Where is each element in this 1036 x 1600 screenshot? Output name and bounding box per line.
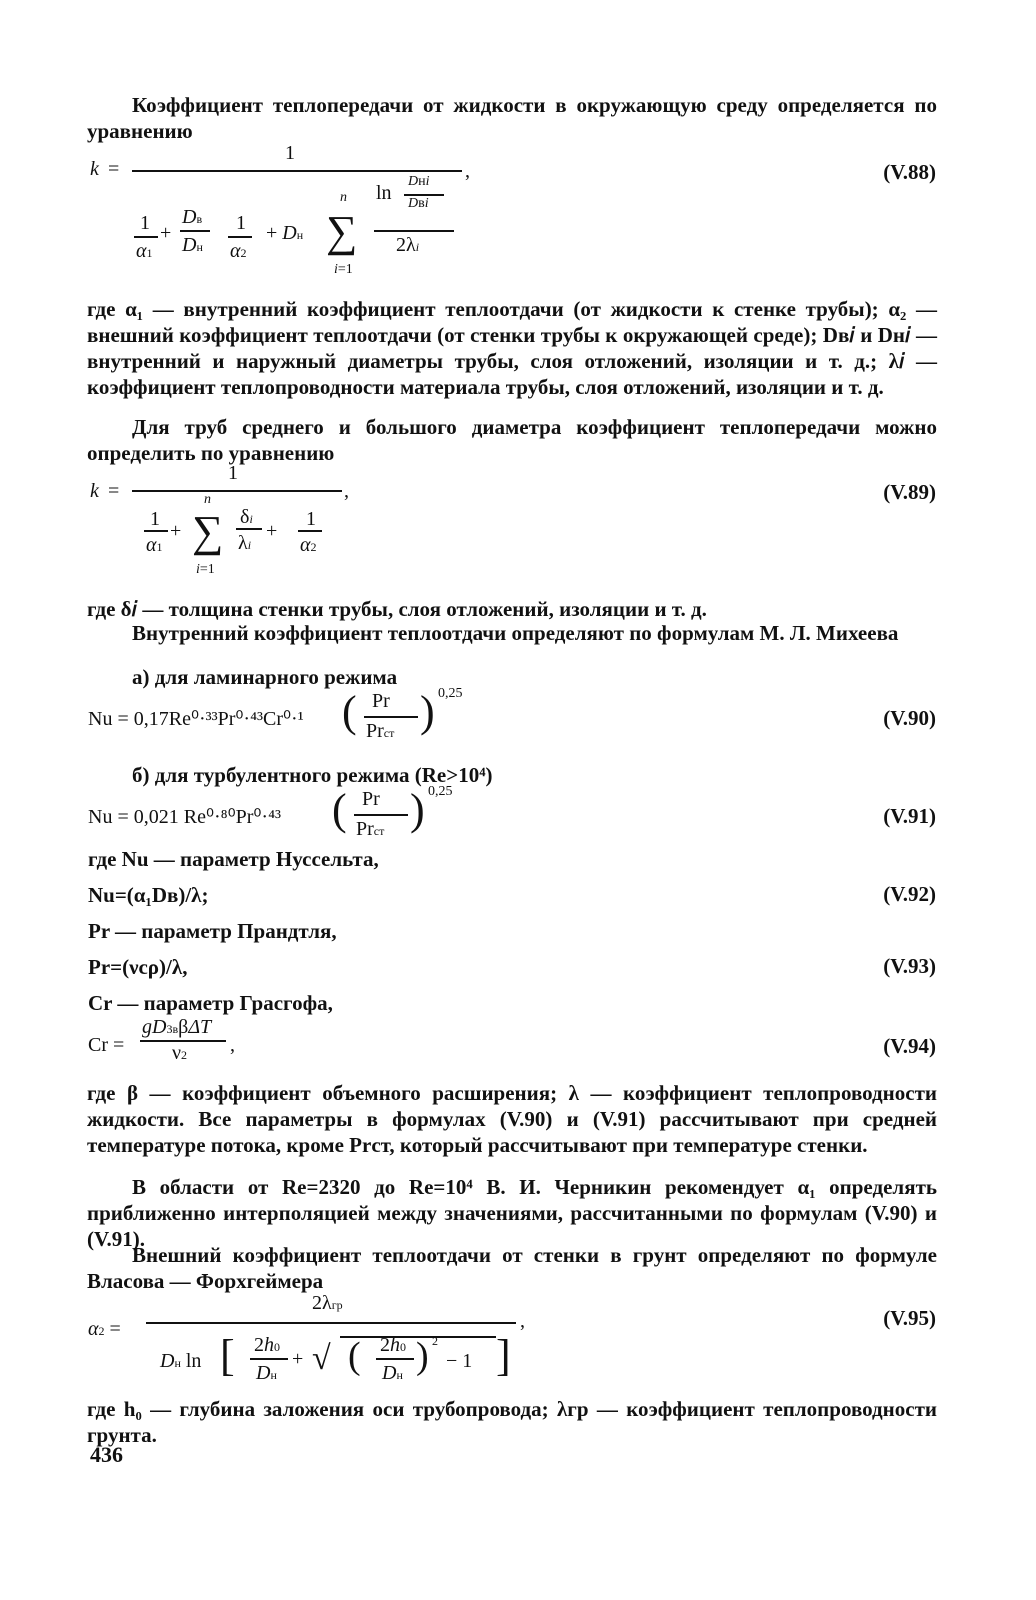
cr-label: Cr — параметр Грасгофа,	[88, 991, 333, 1015]
paragraph-h0-definition: где h₀ — глубина заложения оси трубопровода; λгр — коэффициент теплопроводности грунта.	[87, 1397, 937, 1447]
pr-definition: Pr=(νcρ)/λ,	[88, 955, 188, 979]
paragraph-alpha-definitions: где α₁ — внутренний коэффициент теплоотдачи (от жидкости к стенке трубы); α₂ — внешний коэффициент теплоотдачи (от стенки трубы к окружающей среде); Dв𝑖 и Dн𝑖 — внутренний и наружный диаметры трубы, слоя отложений, изоляции и т. д.; λ𝑖 — коэффициент теплопроводности материала трубы, слоя отложений, изоляции и т. д.	[87, 297, 937, 399]
exponent-v90: 0,25	[438, 686, 463, 701]
nu-laminar-formula: Nu = 0,17Re⁰·³³Pr⁰·⁴³Cr⁰·¹	[88, 708, 304, 730]
page-number: 436	[90, 1442, 123, 1467]
paragraph-delta-definition: где δ𝑖 — толщина стенки трубы, слоя отложений, изоляции и т. д.	[87, 597, 707, 621]
laminar-label: а) для ламинарного режима	[132, 665, 398, 689]
pr-label: Pr — параметр Прандтля,	[88, 919, 337, 943]
paragraph-chernikin: В области от Re=2320 до Re=10⁴ В. И. Черникин рекомендует α₁ определять приближенно интерполяцией между значениями, рассчитанными по формулам (V.90) и (V.91).	[87, 1175, 937, 1251]
equation-number-v90: (V.90)	[883, 706, 936, 730]
equation-number-v92: (V.92)	[883, 882, 936, 906]
equation-number-v94: (V.94)	[883, 1034, 936, 1058]
equation-number-v88: (V.88)	[883, 160, 936, 184]
nu-definition: Nu=(α₁Dв)/λ;	[88, 883, 209, 907]
paragraph-vlasov: Внешний коэффициент теплоотдачи от стенки в грунт определяют по формуле Власова — Форхгеймера	[87, 1243, 937, 1293]
exponent-v91: 0,25	[428, 784, 453, 799]
document-page: Коэффициент теплопередачи от жидкости в окружающую среду определяется по уравнению k = 1 , 1 α1 + Dв Dн 1 α2 + Dн n ∑ i=1 ln Dнi Dвi 2λi (V.88) где α₁ — внутренний коэффициент теплоотдачи (от жидкости к стенке трубы); α₂ — внешний коэффициент теплоотдачи (от стенки трубы к окружающей среде); Dв𝑖 и Dн𝑖 — внутренний и наружный диаметры трубы, слоя отложений, изоляции и т. д.; λ𝑖 — коэффициент теплопроводности материала трубы, слоя отложений, изоляции и т. д. Для труб среднего и большого диаметра коэффициент теплопередачи можно определить по уравнению k = 1 , n 1 α1 + ∑ i=1 δi λi + 1 α2 (V.89) где δ𝑖 — толщина стенки трубы, слоя отложений, изоляции и т. д. Внутренний коэффициент теплоотдачи определяют по формулам М. Л. Михеева а) для ламинарного режима Nu = 0,17Re⁰·³³Pr⁰·⁴³Cr⁰·¹ ( Pr Prст ) 0,25 (V.90) б) для турбулентного режима (Re>10⁴) Nu = 0,021 Re⁰·⁸⁰Pr⁰·⁴³ ( Pr Prст ) 0,25 (V.91) где Nu — параметр Нуссельта, Nu=(α₁Dв)/λ; (V.92) Pr — параметр Прандтля, Pr=(νcρ)/λ, (V.93) Cr — параметр Грасгофа, Cr = gD3вβΔT ν2 , (V.94) где β — коэффициент объемного расширения; λ — коэффициент теплопроводности жидкости. Все параметры в формулах (V.90) и (V.91) рассчитывают при средней температуре потока, кроме Prст, который рассчитывают при температуре стенки. В области от Re=2320 до Re=10⁴ В. И. Черникин рекомендует α₁ определять приближенно интерполяцией между значениями, рассчитанными по формулам (V.90) и (V.91). Внешний коэффициент теплоотдачи от стенки в грунт определяют по формуле Власова — Форхгеймера α2 = 2λгр , Dн ln [ 2h0 Dн + √ ( 2h0 Dн ) 2 − 1 ] (V.95) где h₀ — глубина заложения оси трубопровода; λгр — коэффициент теплопроводности грунта. 436	[87, 93, 937, 1467]
paragraph-mikheev: Внутренний коэффициент теплоотдачи определяют по формулам М. Л. Михеева	[132, 621, 899, 645]
paragraph-beta-definition: где β — коэффициент объемного расширения; λ — коэффициент теплопроводности жидкости. Все параметры в формулах (V.90) и (V.91) рассчитывают при средней температуре потока, кроме Prст, который рассчитывают при температуре стенки.	[87, 1081, 937, 1157]
equation-number-v91: (V.91)	[883, 804, 936, 828]
nu-turbulent-formula: Nu = 0,021 Re⁰·⁸⁰Pr⁰·⁴³	[88, 806, 282, 828]
equation-number-v95: (V.95)	[883, 1306, 936, 1330]
turbulent-label: б) для турбулентного режима (Re>10⁴)	[132, 763, 493, 787]
equation-number-v93: (V.93)	[883, 954, 936, 978]
paragraph-large-pipes: Для труб среднего и большого диаметра коэффициент теплопередачи можно определить по уравнению	[87, 415, 937, 465]
nu-label: где Nu — параметр Нуссельта,	[88, 847, 379, 871]
paragraph-heat-transfer-intro: Коэффициент теплопередачи от жидкости в окружающую среду определяется по уравнению	[87, 93, 937, 143]
equation-number-v89: (V.89)	[883, 480, 936, 504]
